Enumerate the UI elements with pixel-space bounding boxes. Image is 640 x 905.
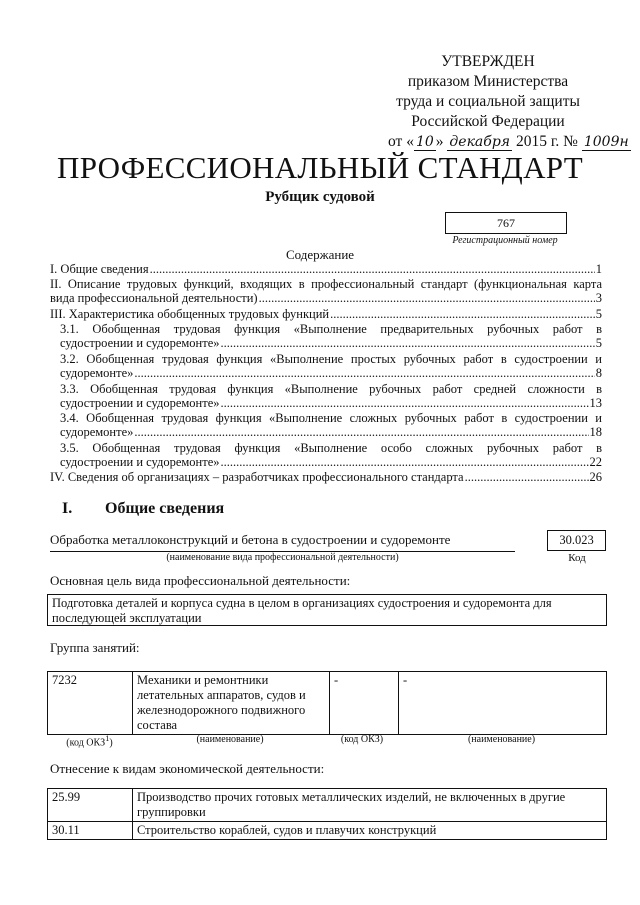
approval-line: УТВЕРЖДЕН: [441, 53, 535, 70]
toc-page: 13: [589, 396, 602, 410]
section-title: Общие сведения: [105, 500, 225, 517]
toc-page: 3: [595, 291, 602, 305]
toc-item[interactable]: 3.3. Обобщенная трудовая функция «Выполнение рубочных работ средней сложности в судостроении и судоремонте» ..... 13: [60, 382, 602, 410]
approval-line: труда и социальной защиты: [396, 93, 580, 110]
activity-name: Обработка металлоконструкций и бетона в судостроении и судоремонте: [50, 532, 515, 552]
table-row: [48, 672, 607, 735]
okved-name: Производство прочих готовых металлических изделий, не включенных в другие группировки: [133, 789, 607, 822]
toc-page: 5: [595, 336, 602, 350]
document-subtitle: Рубщик судовой: [265, 189, 375, 205]
toc-page: 22: [589, 455, 602, 469]
toc-page: 8: [595, 366, 602, 380]
okz-name: -: [399, 672, 607, 735]
okved-code: 25.99: [48, 789, 133, 822]
approval-month: декабря: [449, 134, 511, 150]
okz-code: 7232: [48, 672, 133, 735]
toc-item[interactable]: 3.5. Обобщенная трудовая функция «Выполнение особо сложных рубочных работ в судостроении и судоремонте» ..... 22: [60, 441, 602, 469]
table-row: [48, 822, 607, 840]
approval-day: 10: [415, 134, 434, 150]
okz-code: -: [330, 672, 399, 735]
toc-item[interactable]: 3.2. Обобщенная трудовая функция «Выполнение простых рубочных работ в судостроении и судоремонте» ..... 8: [60, 352, 602, 380]
group-caption: (наименование): [196, 734, 264, 745]
toc-item[interactable]: IV. Сведения об организациях – разработчиках профессионального стандарта ..... 26: [50, 470, 602, 484]
group-table: [47, 671, 607, 735]
approval-line: приказом Министерства: [407, 73, 569, 90]
registration-label: Регистрационный номер: [452, 235, 558, 246]
code-caption: Код: [568, 552, 586, 564]
toc-page: 5: [595, 307, 602, 321]
okved-name: Строительство кораблей, судов и плавучих конструкций: [133, 822, 607, 840]
toc-page: 18: [589, 425, 602, 439]
toc-item[interactable]: I. Общие сведения ..... 1: [50, 262, 602, 276]
okz-name: Механики и ремонтники летательных аппаратов, судов и железнодорожного подвижного состава: [133, 672, 330, 735]
okved-label: Отнесение к видам экономической деятельности:: [50, 761, 325, 776]
group-caption: (код ОКЗ$^1$): [66, 734, 113, 749]
approval-block: [388, 52, 629, 152]
document-title: ПРОФЕССИОНАЛЬНЫЙ СТАНДАРТ: [57, 150, 583, 185]
group-label: Группа занятий:: [50, 640, 140, 655]
registration-number: 767: [445, 212, 567, 234]
okved-code: 30.11: [48, 822, 133, 840]
toc-item[interactable]: II. Описание трудовых функций, входящих в профессиональный стандарт (функциональная карта вида профессиональной деятельности) ..... 3: [50, 277, 602, 305]
okved-table: [47, 788, 607, 840]
toc-item[interactable]: 3.4. Обобщенная трудовая функция «Выполнение сложных рубочных работ в судостроении и судоремонте» ..... 18: [60, 411, 602, 439]
approval-number: 1009н: [583, 134, 629, 150]
group-caption: (код ОКЗ): [340, 734, 384, 745]
toc-heading: Содержание: [285, 247, 355, 262]
approval-date: от « 10 » декабря 2015 г. № 1009н: [388, 133, 629, 150]
table-row: [48, 789, 607, 822]
goal-label: Основная цель вида профессиональной деятельности:: [50, 573, 351, 588]
toc-item[interactable]: III. Характеристика обобщенных трудовых функций ..... 5: [50, 307, 602, 321]
toc-item[interactable]: 3.1. Обобщенная трудовая функция «Выполнение предварительных рубочных работ в судостроении и судоремонте» ..... 5: [60, 322, 602, 350]
toc-page: 1: [595, 262, 602, 276]
group-caption: (наименование): [467, 734, 536, 745]
activity-code: 30.023: [547, 530, 606, 551]
approval-line: Российской Федерации: [411, 113, 565, 130]
section-number: I.: [62, 500, 73, 517]
activity-caption: (наименование вида профессиональной деятельности): [166, 552, 399, 563]
toc-page: 26: [589, 470, 602, 484]
goal-text: Подготовка деталей и корпуса судна в целом в организациях судостроения и судоремонта для последующей эксплуатации: [47, 594, 607, 626]
